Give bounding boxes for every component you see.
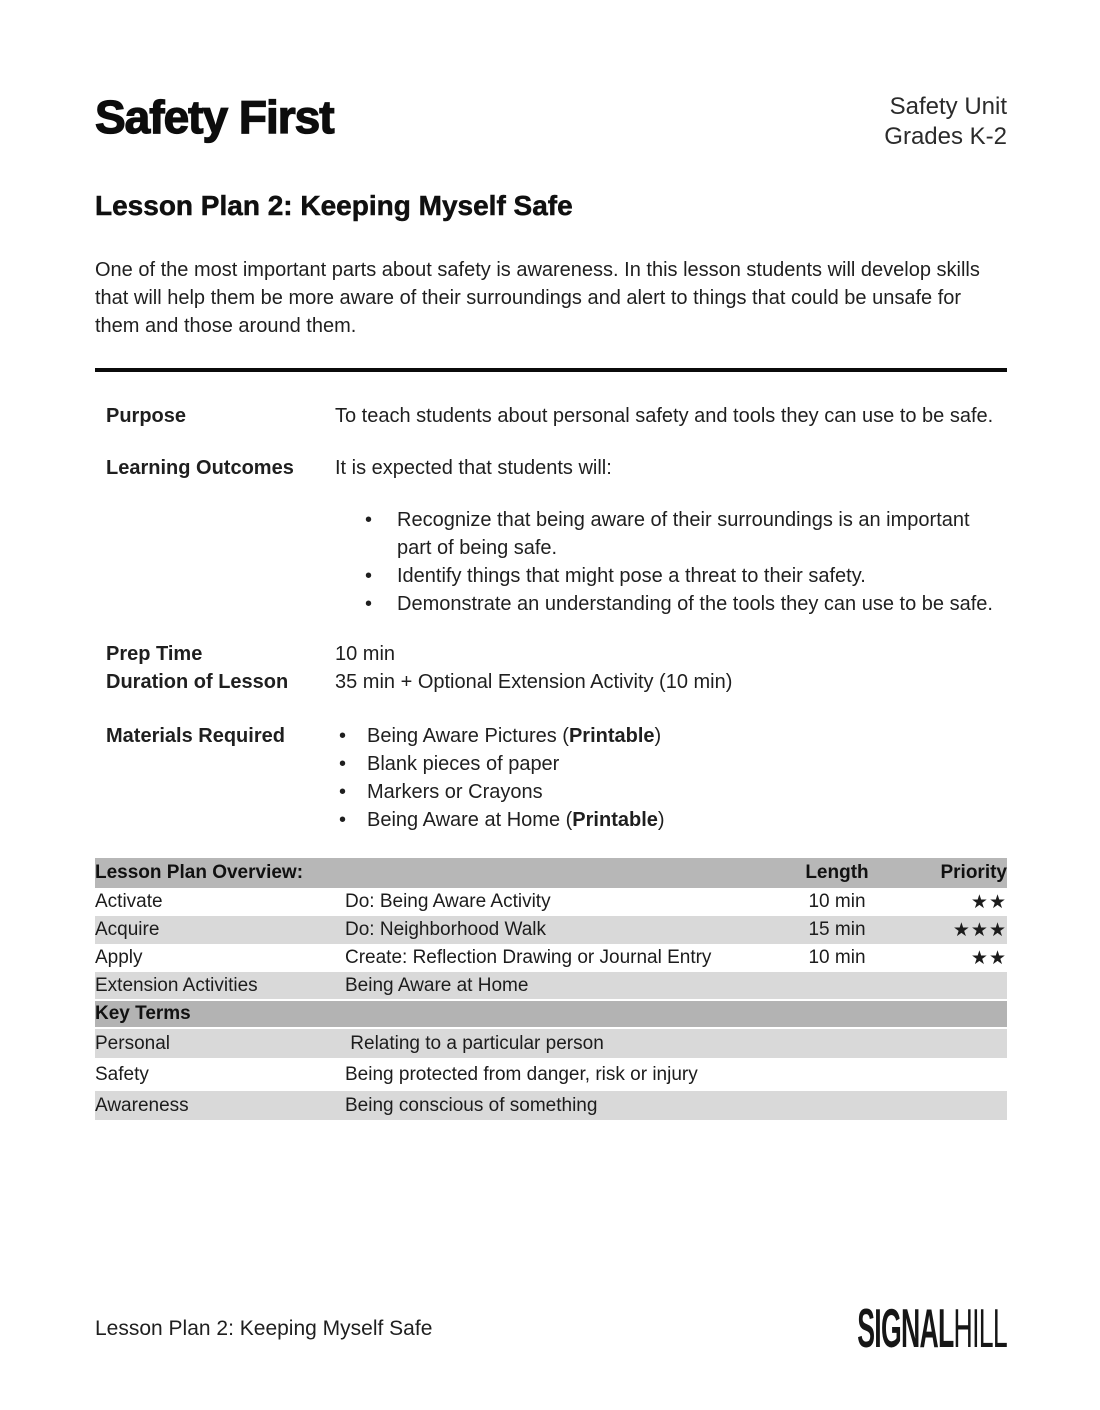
table-row-apply (95, 944, 1007, 972)
outcomes-row (95, 454, 1007, 618)
prep-time-row (95, 640, 1007, 668)
table-header-priority: Priority (940, 862, 1007, 883)
priority-stars: ★★ (970, 891, 1007, 913)
outcome-item (335, 590, 1007, 618)
duration-label: Duration of Lesson (106, 671, 289, 693)
table-header-row (95, 858, 1007, 888)
intro-paragraph: One of the most important parts about safety is awareness. In this lesson students will develop skills that will help them be more aware of their surroundings and alert to things that could be unsafe for them and those around them. (95, 259, 980, 337)
purpose-text: To teach students about personal safety and tools they can use to be safe. (335, 405, 994, 427)
term-cell: Safety (95, 1063, 149, 1085)
unit-info (884, 92, 1007, 152)
bullet-icon (339, 806, 367, 834)
logo-signal: SIGNAL (857, 1297, 954, 1359)
priority-stars: ★★★ (952, 919, 1007, 941)
section-divider (95, 368, 1007, 372)
material-text: Being Aware Pictures (Printable) (367, 725, 662, 747)
overview-table (95, 858, 1007, 1122)
length-cell: 10 min (808, 891, 866, 912)
bullet-icon (365, 506, 397, 562)
page-footer (95, 1298, 1007, 1360)
bullet-icon (339, 722, 367, 750)
doc-title: Safety First (95, 91, 334, 143)
logo-hill: HILL (953, 1297, 1007, 1359)
definition-cell: Relating to a particular person (345, 1032, 604, 1054)
material-item (335, 778, 1007, 806)
priority-stars (889, 972, 1007, 1000)
prep-time-value: 10 min (335, 643, 396, 665)
definition-cell: Being protected from danger, risk or injury (345, 1063, 698, 1085)
priority-stars: ★★ (970, 947, 1007, 969)
outcomes-intro: It is expected that students will: (335, 457, 612, 479)
materials-list (335, 722, 1007, 834)
document-page (95, 0, 1007, 1410)
grade-range: Grades K-2 (884, 123, 1007, 150)
phase-cell: Apply (95, 947, 143, 968)
table-header-title: Lesson Plan Overview: (95, 862, 304, 883)
material-item (335, 722, 1007, 750)
page-header (95, 0, 1007, 152)
length-cell (785, 972, 889, 1000)
signalhill-logo (857, 1298, 1007, 1360)
purpose-row (95, 402, 1007, 430)
material-text: Being Aware at Home (Printable) (367, 809, 665, 831)
outcomes-list (335, 506, 1007, 618)
length-cell: 10 min (808, 947, 866, 968)
duration-row (95, 668, 1007, 696)
material-item (335, 750, 1007, 778)
outcome-item (335, 562, 1007, 590)
term-cell: Personal (95, 1032, 170, 1054)
activity-cell: Do: Being Aware Activity (345, 891, 551, 912)
outcomes-label: Learning Outcomes (106, 457, 294, 479)
table-header-length: Length (805, 862, 869, 883)
lesson-details (95, 402, 1007, 834)
activity-cell: Do: Neighborhood Walk (345, 919, 547, 940)
outcome-text: Recognize that being aware of their surroundings is an important part of being safe. (397, 509, 970, 559)
footer-lesson-title: Lesson Plan 2: Keeping Myself Safe (95, 1317, 433, 1340)
term-cell: Awareness (95, 1094, 189, 1116)
key-term-row-safety (95, 1059, 1007, 1090)
key-term-row-awareness (95, 1090, 1007, 1121)
phase-cell: Activate (95, 891, 163, 912)
phase-cell: Extension Activities (95, 974, 258, 996)
materials-row (95, 722, 1007, 834)
outcome-text: Identify things that might pose a threat to their safety. (397, 565, 866, 587)
material-text: Blank pieces of paper (367, 753, 560, 775)
length-cell: 15 min (808, 919, 866, 940)
bullet-icon (365, 590, 397, 618)
unit-name: Safety Unit (889, 93, 1007, 120)
outcome-item (335, 506, 1007, 562)
lesson-heading: Lesson Plan 2: Keeping Myself Safe (95, 190, 573, 221)
activity-cell: Being Aware at Home (345, 974, 529, 996)
definition-cell: Being conscious of something (345, 1094, 598, 1116)
table-row-extension (95, 972, 1007, 1000)
phase-cell: Acquire (95, 919, 160, 940)
material-item (335, 806, 1007, 834)
materials-label: Materials Required (106, 725, 285, 747)
key-terms-header: Key Terms (95, 1003, 191, 1024)
bullet-icon (365, 562, 397, 590)
outcomes-content (335, 454, 1007, 618)
key-term-row-personal (95, 1028, 1007, 1059)
purpose-label: Purpose (106, 405, 187, 427)
table-row-activate (95, 888, 1007, 916)
bullet-icon (339, 750, 367, 778)
duration-value: 35 min + Optional Extension Activity (10 min) (335, 671, 733, 693)
prep-time-label: Prep Time (106, 643, 203, 665)
bullet-icon (339, 778, 367, 806)
material-text: Markers or Crayons (367, 781, 543, 803)
key-terms-header-row (95, 1000, 1007, 1028)
activity-cell: Create: Reflection Drawing or Journal Entry (345, 947, 712, 968)
table-row-acquire (95, 916, 1007, 944)
outcome-text: Demonstrate an understanding of the tools they can use to be safe. (397, 593, 993, 615)
